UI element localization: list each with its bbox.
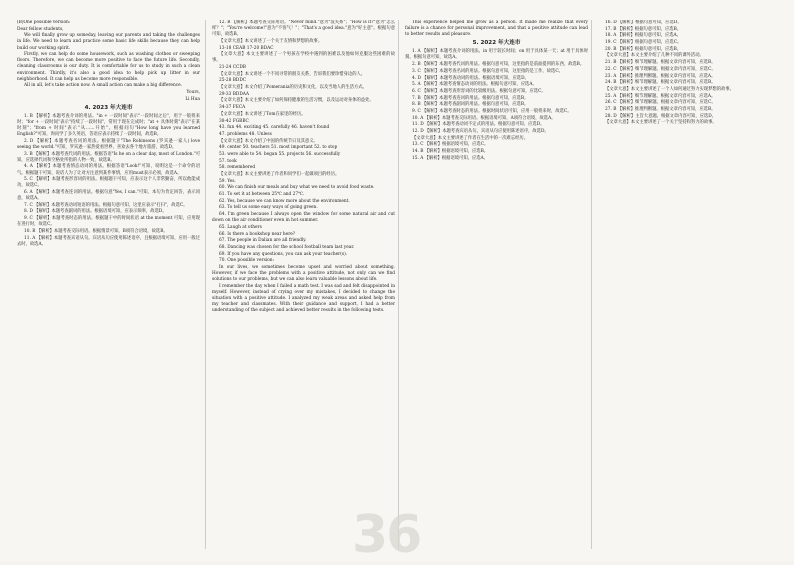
text-paragraph: 58. remembered — [219, 165, 256, 171]
text-paragraph: 69. If you have any questions, you can ask your teacher(s). — [219, 251, 348, 257]
text-paragraph: 4. D 【解析】本题考查动词的用法。根据语境可知，应选D。 — [412, 75, 529, 81]
column-divider — [398, 20, 399, 549]
text-paragraph: 1. B 【解析】本题考查介词的用法。"in + 一段时间"表示"一段时间之后"，用于一般将来时；"for + 一段时间"表示"持续了一段时间"，常用于现在完成时；"at + 具体时刻"表示"在某时刻"；"from + 时间"表示"从……开始"。根据问句"How long have you learned English?"可知，询问学了多久英语，答语应表示持续了一段时间，故选B。 — [17, 113, 200, 138]
text-paragraph: 60. We can finish our meals and buy what we need to avoid food waste. — [219, 185, 375, 191]
text-paragraph: 15. A 【解析】根据语境可知，应选A。 — [412, 155, 488, 161]
text-paragraph: 22. C 【解析】细节理解题。根据文章内容可知，应选C。 — [605, 66, 716, 72]
text-paragraph: 9. C 【解析】本题考查时态的用法。根据题干中的时间状语 at the moment 可知，应用现在进行时，故选C。 — [17, 216, 200, 228]
text-paragraph: 8. D 【解析】本题考查副词的用法。根据语境可知，应表示频率，故选D。 — [24, 209, 167, 215]
text-paragraph: 10. A 【解析】本题考查交际用语。根据语境可知，A项符合语境，故选A。 — [412, 115, 556, 121]
text-paragraph: 20. B 【解析】根据句意可知，应选B。 — [605, 46, 682, 52]
answer-list — [17, 114, 200, 248]
text-paragraph: 66. Is there a bookshop near here? — [219, 231, 296, 237]
text-paragraph: (B)One possible version: — [17, 20, 71, 25]
text-paragraph: All in all, let's take action now. A small action can make a big difference. — [24, 83, 183, 89]
answer-list — [212, 20, 395, 314]
model-essay — [17, 20, 200, 103]
text-paragraph: 17. B 【解析】根据句意可知，应选B。 — [605, 26, 682, 32]
text-paragraph: 16. D 【解析】根据句意可知，应选D。 — [605, 20, 682, 25]
text-paragraph: 25. A 【解析】细节理解题。根据文章内容可知，应选A。 — [605, 93, 716, 99]
text-paragraph: 59. Yes. — [219, 178, 236, 184]
text-paragraph: 【文章大意】本文主要讲述了一个男孩在学校中遇到的困难以及他如何克服这些困难的故事。 — [212, 52, 395, 64]
text-paragraph: Li Hua — [185, 96, 200, 102]
text-paragraph: 4. A 【解析】本题考查情态动词的用法。根据答语"Look!"可知，说明这是一个命令的语气。根据题干可知，说话人为了让对方注意到某件事情，应用must表示必须，故选A。 — [17, 164, 200, 176]
column-2 — [212, 20, 395, 551]
column-divider — [205, 20, 206, 549]
answer-list — [405, 49, 588, 162]
essay-continuation — [405, 20, 588, 38]
text-paragraph: 13-18 CEAB 17-20 BDAC — [219, 45, 274, 51]
text-paragraph: 3. C 【解析】本题考查名词的用法。根据句意可知，这里指的是工作，故选C。 — [412, 68, 563, 74]
text-paragraph: 【文章大意】本文主要讲述了一个人如何通过努力实现梦想的故事。 — [605, 86, 734, 92]
text-paragraph: 11. A 【解析】本题考查宾语从句。宾语从句应使用陈述语序，且根据语境可知，应用一般过去时，故选A。 — [17, 235, 200, 247]
text-paragraph: This experience helped me grow as a person. It made me realize that every failure is a chance for personal improvement, and that a positive attitude can lead to better results and pleasure. — [405, 20, 588, 38]
text-paragraph: We will finally grow up someday, leaving our parents and taking the challenges in life. We need to learn and practice some basic life skills because they can help build our working spirit. — [17, 33, 200, 51]
text-paragraph: 【文章大意】本文主要讲述了作者在生活中的一次难忘经历。 — [412, 135, 529, 141]
text-paragraph: 【文章大意】本文介绍了中国的传统节日及其意义。 — [219, 138, 318, 144]
text-paragraph: 18. A 【解析】根据句意可知，应选A。 — [605, 33, 681, 39]
text-paragraph: 【文章大意】本文主要介绍了如何保持健康的生活习惯，以及运动对身体的益处。 — [219, 98, 374, 104]
text-paragraph: 11. D 【解析】本题考查动词不定式的用法。根据句意可知，应选D。 — [412, 122, 545, 128]
text-paragraph: 21. B 【解析】细节理解题。根据文章内容可知，应选B。 — [605, 60, 716, 66]
page-number-watermark: 36 — [352, 505, 421, 565]
text-paragraph: 19. C 【解析】根据句意可知，应选C。 — [605, 40, 682, 46]
text-paragraph: 43. fun 44. exciting 45. carefully 46. haven't found — [219, 125, 330, 131]
text-paragraph: 12. D 【解析】本题考查宾语从句。宾语从句应使用陈述语序，故选D。 — [412, 129, 549, 135]
text-paragraph: 5. C 【解析】本题考查形容词的用法。根据题干可知，应表示这个人非常勤奋，所以他能成功，故选C。 — [17, 177, 200, 189]
text-paragraph: 28. D 【解析】主旨大意题。根据文章内容可知，应选D。 — [605, 113, 716, 119]
text-paragraph: In our lives, we sometimes become upset and worried about something. However, if we face the problems with a positive attitude, not only can we find solutions to our problems, but we can also learn valuable lessons about life. — [212, 265, 395, 283]
text-paragraph: 64. I'm green because I always open the window for some natural air and cut down on the air conditioner even in hot summer. — [212, 212, 395, 224]
text-paragraph: 10. B 【解析】本题考查交际用语。根据情景可知，B项符合语境，故选B。 — [24, 228, 168, 234]
text-paragraph: 34-37 FECA — [219, 105, 246, 111]
text-paragraph: 24. B 【解析】细节理解题。根据文章内容可知，应选B。 — [605, 80, 716, 86]
text-paragraph: 47. problems 48. Unless — [219, 131, 272, 137]
text-paragraph: 65. Laugh at others — [219, 224, 262, 230]
text-paragraph: Dear fellow students, — [17, 26, 64, 32]
text-paragraph: 14. B 【解析】根据语境可知，应选B。 — [412, 149, 489, 155]
text-paragraph: 68. Dancing was chosen for the school football team last year. — [219, 245, 355, 250]
column-3 — [405, 20, 588, 551]
text-paragraph: 7. B 【解析】本题考查连词的用法。根据句意可知，应选B。 — [412, 95, 529, 101]
text-paragraph: 23. A 【解析】推理判断题。根据文章内容可知，应选A。 — [605, 73, 716, 79]
text-paragraph: I remember the day when I failed a math test. I was sad and felt disappointed in myself. However, instead of crying over my mistakes, I decided to change the situation with a positive attitude. I analyzed my weak areas and asked help from my teacher and classmates. With their guidance and support, I had a better understanding of the subject and achieved better results in the following tests. — [212, 283, 395, 314]
text-paragraph: 67. The people in Dalian are all friendly. — [219, 238, 307, 244]
text-paragraph: 13. C 【解析】根据语境可知，应选C。 — [412, 142, 489, 148]
column-divider — [591, 20, 592, 549]
text-paragraph: Yours, — [186, 90, 200, 95]
text-paragraph: 63. To tell us some easy ways of going green. — [219, 205, 318, 211]
text-paragraph: 29-33 BDDAA — [219, 91, 250, 97]
text-paragraph: 70. One possible version: — [219, 258, 274, 264]
section-heading: 4. 2023 年大连市 — [84, 104, 133, 111]
text-paragraph: 【文章大意】本文讲述了Tom在家里的经历。 — [219, 111, 306, 117]
answer-list — [598, 20, 781, 126]
text-paragraph: 53. were able to 54. began 55. projects 56. successfully — [219, 151, 341, 157]
text-paragraph: 27. B 【解析】推理判断题。根据文章内容可知，应选B。 — [605, 106, 716, 112]
text-paragraph: 8. B 【解析】本题考查副词的用法。根据句意可知，应选B。 — [412, 102, 529, 108]
text-paragraph: 【文章大意】本文主要讲述了一个关于坚持和努力的故事。 — [605, 120, 717, 126]
text-paragraph: 1. A 【解析】本题考查介词的用法。in 用于较长时间；on 用于具体某一天；at 用于具体时刻。根据句意可知，故选A。 — [405, 49, 588, 61]
text-paragraph: 61. To set it at between 25℃ and 27℃. — [219, 192, 305, 198]
text-paragraph: 25-28 BDDC — [219, 78, 247, 84]
text-paragraph: 【文章大意】本文主要讲述了作者和同学们一起做项目的经历。 — [219, 172, 340, 178]
text-paragraph: 9. C 【解析】本题考查时态的用法。根据时间状语可知，应用一般将来时，故选C。 — [412, 108, 572, 114]
text-paragraph: 6. C 【解析】本题考查形容词的比较级用法。根据句意可知，应选C。 — [412, 88, 546, 94]
text-paragraph: 26. C 【解析】细节理解题。根据文章内容可知，应选C。 — [605, 100, 716, 106]
text-paragraph: 2. B 【解析】本题考查代词的用法。根据句意可知，这里指的是前面提到的东西，故选B。 — [412, 62, 585, 68]
text-paragraph: 【文章大意】本文讲述一个不同寻常的朋友关系，告诉我们要珍惜身边的人。 — [219, 71, 366, 77]
text-paragraph: 3. B 【解析】本题考查代词的用法。根据答语"Is he on a clear day, most of London."可知，应选择代词和空格处所指的人物一致，故选B。 — [17, 151, 200, 163]
text-paragraph: 57. took — [219, 158, 237, 164]
text-paragraph: 【文章大意】本文讲述了一个关于友情和梦想的故事。 — [219, 38, 323, 44]
text-paragraph: 49. center 50. teachers 51. most important 52. to stop — [219, 145, 338, 151]
text-paragraph: 5. A 【解析】本题考查情态动词的用法。根据句意可知，应选A。 — [412, 82, 537, 88]
column-1 — [17, 20, 200, 551]
text-paragraph: 62. Yes, because we can know more about the environment. — [219, 198, 350, 204]
text-paragraph: 21-24 CCDB — [219, 65, 246, 71]
section-heading: 5. 2022 年大连市 — [472, 40, 521, 47]
text-paragraph: 12. B 【解析】本题考查交际用语。"Never mind."意为"没关系"；"How is it?"意为"怎么样？"；"You're welcome!"意为"不客气！"；"That's a good idea."意为"好主意"。根据句意可知，故选B。 — [212, 20, 395, 38]
text-paragraph: Firstly, we can help do some housework, such as washing clothes or sweeping floors. Therefore, we can become more positive to face the future life. Secondly, cleaning classrooms is our duty. It is comfortable for us to study in such a clean environment. Thirdly, it's also a good idea to help pick up litter in our neighborhood. It can help us become more responsible. — [17, 52, 200, 82]
text-paragraph: 6. A 【解析】本题考查连词的用法。根据句意"Yes, I can."可知，本句为肯定回答，表示同意，故选A。 — [17, 189, 200, 202]
column-4 — [598, 20, 781, 551]
text-paragraph: 【文章大意】本文介绍了Pomerania的历史和文化，以及当地人的生活方式。 — [219, 85, 367, 91]
text-paragraph: 【文章大意】本文主要介绍了几种不同的课外活动。 — [605, 53, 704, 59]
text-paragraph: 7. C 【解析】本题考查动词短语的用法。根据句意可知，这里应表示"打扫"，故选C。 — [24, 202, 188, 208]
text-paragraph: 38-42 FGBBC — [219, 118, 249, 124]
text-paragraph: 2. D 【解析】本题考查名词的用法。根据题干"The Robinsons (罗宾逊一家人) love seeing the world."可知，罗宾逊一家热爱看世界，喜欢去各个地方旅游，故选D。 — [17, 138, 200, 150]
